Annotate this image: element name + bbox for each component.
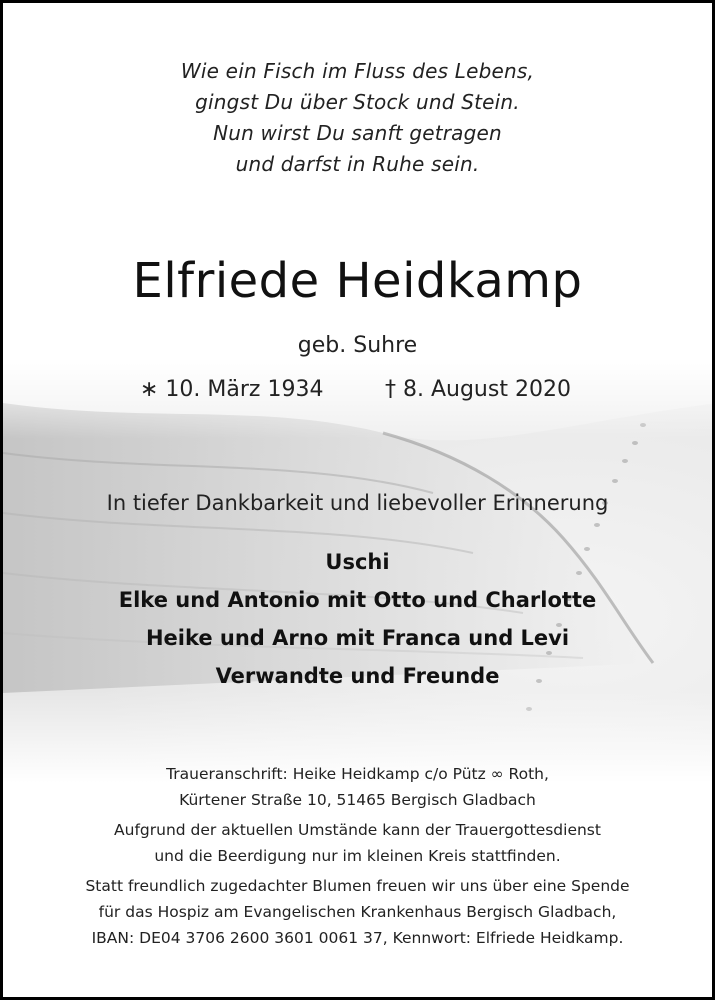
poem-line: Wie ein Fisch im Fluss des Lebens, [180, 59, 535, 83]
mourners-list [3, 543, 712, 695]
mourner-name: Verwandte und Freunde [215, 664, 500, 688]
footer-info [3, 761, 712, 951]
mourner-name: Uschi [325, 550, 390, 574]
service-note-line: und die Beerdigung nur im kleinen Kreis stattfinden. [154, 847, 561, 865]
birth-date: ∗ 10. März 1934 [140, 377, 324, 402]
address-line: Traueranschrift: Heike Heidkamp c/o Pütz ∞ Roth, [166, 765, 549, 783]
donation-line: IBAN: DE04 3706 2600 3601 0061 37, Kennwort: Elfriede Heidkamp. [91, 929, 624, 947]
poem [3, 56, 712, 180]
thanks-line: In tiefer Dankbarkeit und liebevoller Erinnerung [106, 491, 609, 515]
donation-line: für das Hospiz am Evangelischen Krankenhaus Bergisch Gladbach, [98, 903, 617, 921]
birth-name: geb. Suhre [297, 333, 418, 358]
mourner-name: Elke und Antonio mit Otto und Charlotte [118, 588, 597, 612]
donation-line: Statt freundlich zugedachter Blumen freuen wir uns über eine Spende [85, 877, 630, 895]
address-line: Kürtener Straße 10, 51465 Bergisch Gladbach [179, 791, 536, 809]
deceased-name: Elfriede Heidkamp [132, 253, 583, 309]
service-note-line: Aufgrund der aktuellen Umstände kann der Trauergottesdienst [114, 821, 601, 839]
poem-line: und darfst in Ruhe sein. [235, 152, 480, 176]
mourner-name: Heike und Arno mit Franca und Levi [145, 626, 570, 650]
poem-line: gingst Du über Stock und Stein. [195, 90, 520, 114]
life-dates [3, 377, 712, 409]
notice-content [3, 3, 712, 997]
poem-line: Nun wirst Du sanft getragen [213, 121, 502, 145]
death-date: † 8. August 2020 [385, 377, 571, 402]
